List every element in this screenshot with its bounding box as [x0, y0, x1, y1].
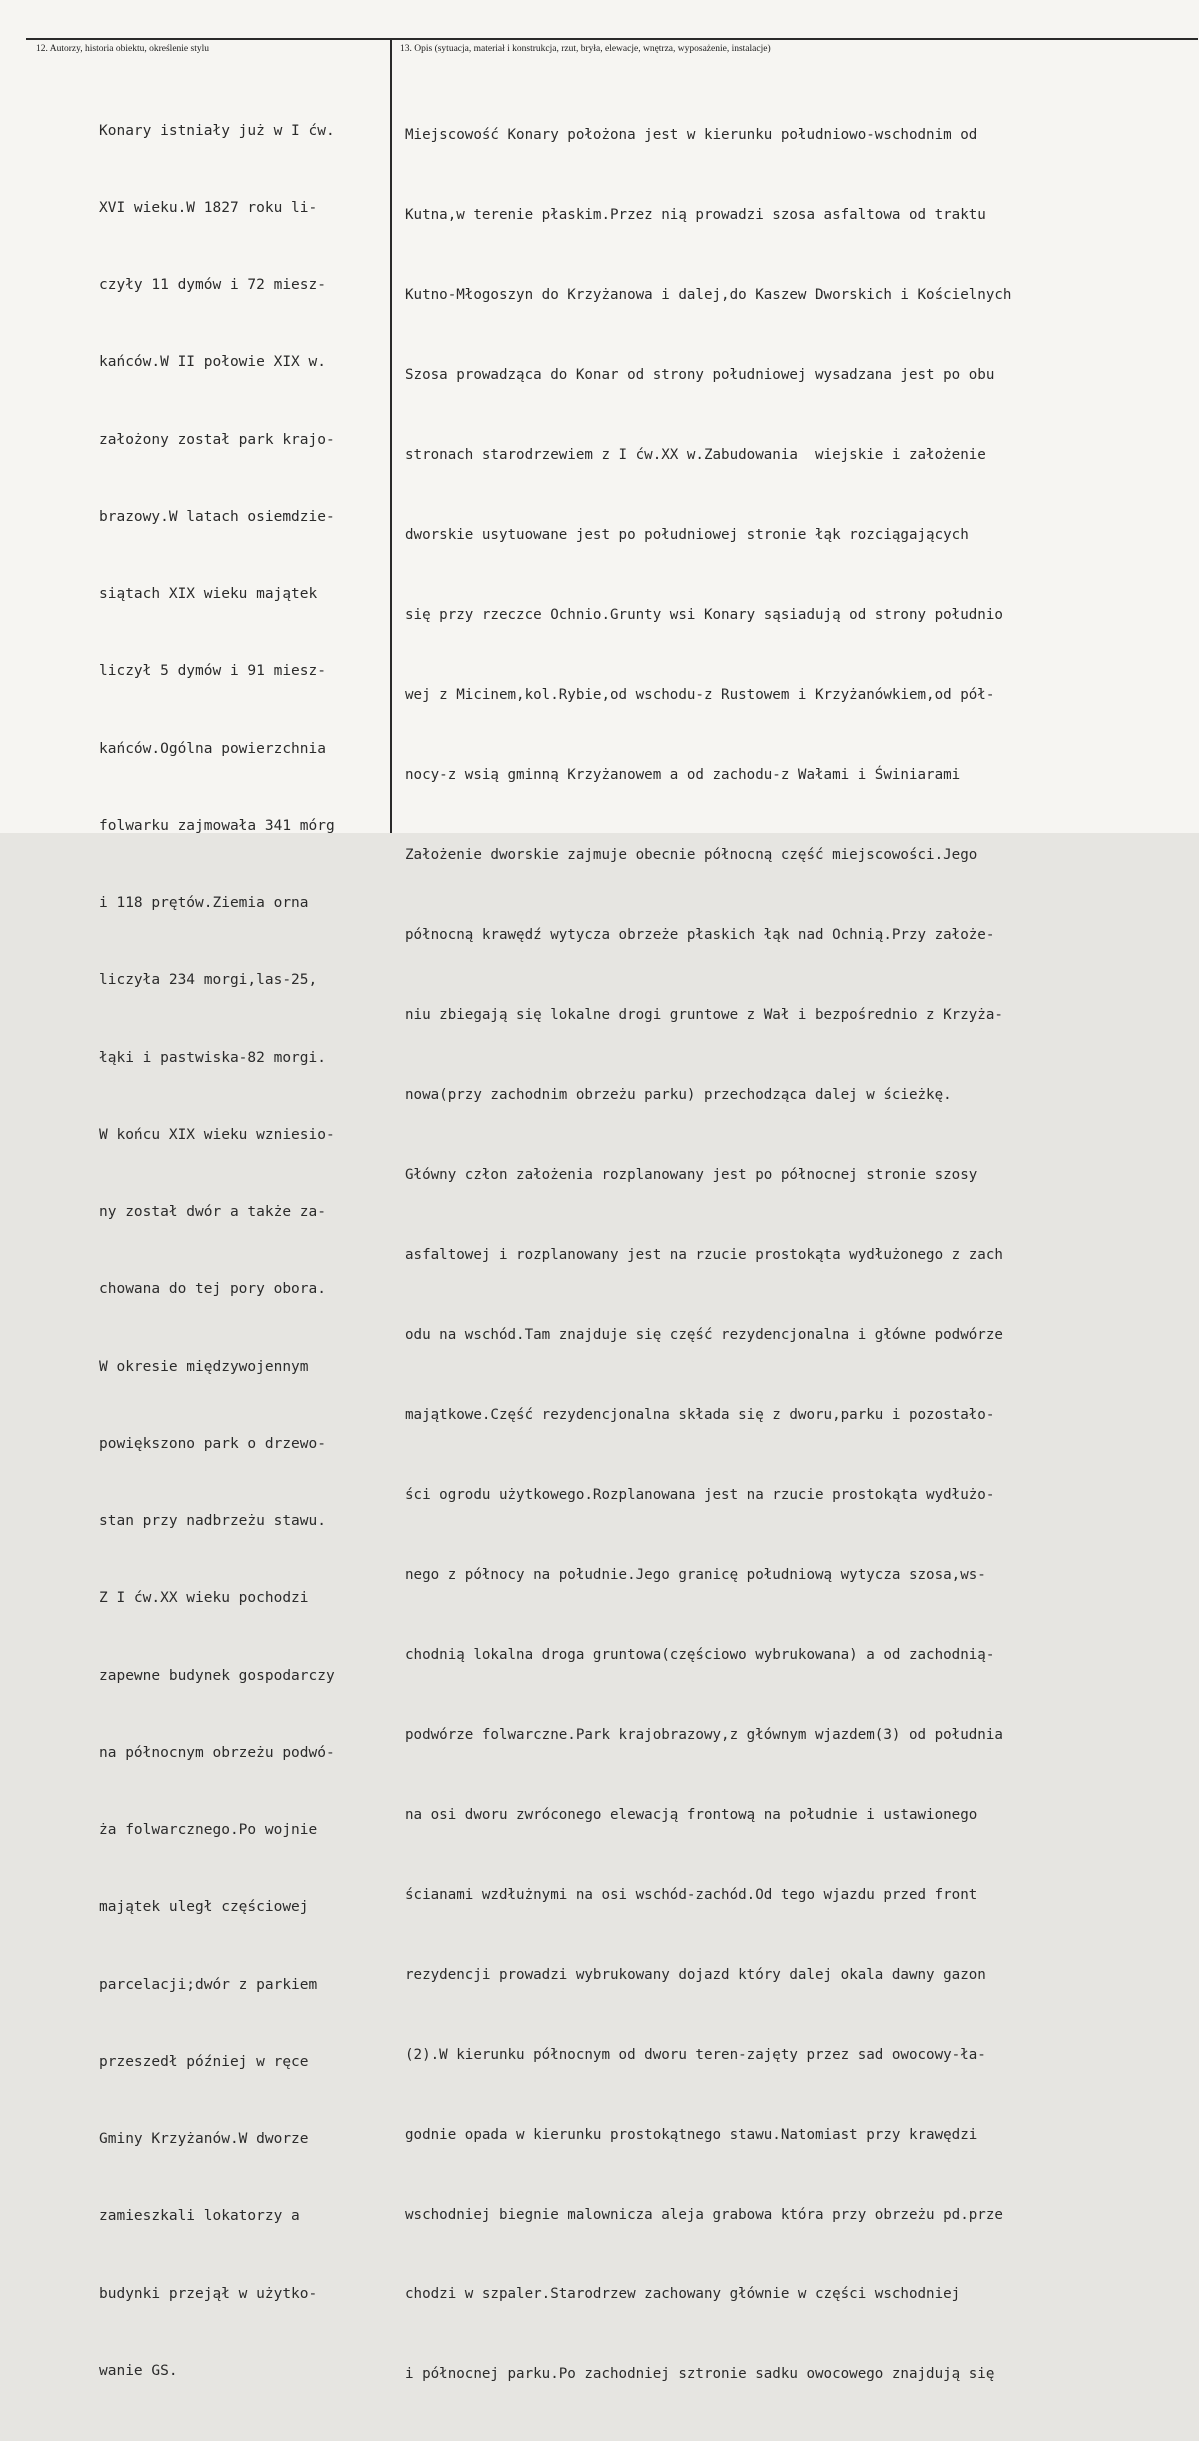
text-line: nowa(przy zachodnim obrzeżu parku) przechodząca dalej w ścieżkę. [405, 1086, 952, 1103]
text-line: odu na wschód.Tam znajduje się część rezydencjonalna i główne podwórze [405, 1326, 1003, 1343]
description-text [405, 69, 1011, 2441]
text-line: i północnej parku.Po zachodniej sztronie sadku owocowego znajdują się [405, 2366, 995, 2383]
text-line: majątkowe.Część rezydencjonalna składa się z dworu,parku i pozostało- [405, 1406, 995, 1423]
text-line: XVI wieku.W 1827 roku li- [99, 199, 318, 216]
section-13-heading: 13. Opis (sytuacja, materiał i konstrukcja, rzut, bryła, elewacje, wnętrza, wyposażenie, instalacje) [400, 44, 771, 54]
text-line: ny został dwór a także za- [99, 1204, 326, 1220]
text-line: (2).W kierunku północnym od dworu teren-zajęty przez sad owocowy-ła- [405, 2046, 986, 2063]
text-line: budynki przejął w użytko- [99, 2285, 318, 2302]
text-line: czyły 11 dymów i 72 miesz- [99, 277, 326, 293]
text-line: parcelacji;dwór z parkiem [99, 1976, 318, 1993]
text-line: W okresie międzywojennym [99, 1358, 309, 1375]
text-line: powiększono park o drzewo- [99, 1435, 326, 1452]
text-line: wschodniej biegnie malownicza aleja grabowa która przy obrzeżu pd.prze [405, 2206, 1003, 2223]
text-line: chodzi w szpaler.Starodrzew zachowany głównie w części wschodniej [405, 2286, 961, 2303]
text-line: północną krawędź wytycza obrzeże płaskich łąk nad Ochnią.Przy założe- [405, 927, 995, 943]
text-line: zapewne budynek gospodarczy [99, 1667, 335, 1684]
top-rule [26, 38, 1198, 40]
column-divider [390, 38, 392, 833]
text-line: chowana do tej pory obora. [99, 1281, 326, 1298]
text-line: dworskie usytuowane jest po południowej stronie łąk rozciągających [405, 527, 969, 544]
text-line: kańców.W II połowie XIX w. [99, 354, 326, 371]
text-line: godnie opada w kierunku prostokątnego stawu.Natomiast przy krawędzi [405, 2126, 978, 2143]
text-line: wej z Micinem,kol.Rybie,od wschodu-z Rustowem i Krzyżanówkiem,od pół- [405, 687, 995, 704]
text-line: ści ogrodu użytkowego.Rozplanowana jest na rzucie prostokąta wydłużo- [405, 1486, 995, 1503]
text-line: podwórze folwarczne.Park krajobrazowy,z głównym wjazdem(3) od południa [405, 1726, 1003, 1743]
text-line: na północnym obrzeżu podwó- [99, 1744, 335, 1761]
text-line: asfaltowej i rozplanowany jest na rzucie prostokąta wydłużonego z zach [405, 1246, 1003, 1263]
text-line: zamieszkali lokatorzy a [99, 2208, 300, 2225]
history-text [99, 67, 335, 2436]
text-line: na osi dworu zwróconego elewacją frontową na południe i ustawionego [405, 1806, 978, 1823]
text-line: wanie GS. [99, 2362, 178, 2379]
text-line: ża folwarcznego.Po wojnie [99, 1822, 318, 1838]
text-line: folwarku zajmowała 341 mórg [99, 817, 335, 834]
text-line: Główny człon założenia rozplanowany jest po północnej stronie szosy [405, 1166, 978, 1183]
text-line: stan przy nadbrzeżu stawu. [99, 1513, 326, 1529]
text-line: kańców.Ogólna powierzchnia [99, 740, 326, 757]
text-line: W końcu XIX wieku wzniesio- [99, 1126, 335, 1143]
text-line: się przy rzeczce Ochnio.Grunty wsi Konary sąsiadują od strony południo [405, 607, 1003, 624]
text-line: siątach XIX wieku majątek [99, 586, 318, 602]
text-line: Z I ćw.XX wieku pochodzi [99, 1590, 309, 1607]
section-12-heading: 12. Autorzy, historia obiektu, określenie stylu [36, 44, 209, 54]
text-line: liczyła 234 morgi,las-25, [99, 972, 318, 989]
text-line: chodnią lokalna droga gruntowa(częściowo wybrukowana) a od zachodnią- [405, 1646, 995, 1663]
text-line: Miejscowość Konary położona jest w kierunku południowo-wschodnim od [405, 127, 978, 144]
text-line: i 118 prętów.Ziemia orna [99, 895, 309, 911]
text-line: założony został park krajo- [99, 431, 335, 448]
text-line: łąki i pastwiska-82 morgi. [99, 1049, 326, 1066]
text-line: brazowy.W latach osiemdzie- [99, 508, 335, 525]
text-line: Konary istniały już w I ćw. [99, 122, 335, 139]
text-line: liczył 5 dymów i 91 miesz- [99, 663, 326, 680]
text-line: rezydencji prowadzi wybrukowany dojazd który dalej okala dawny gazon [405, 1966, 986, 1983]
text-line: majątek uległ częściowej [99, 1899, 309, 1916]
text-line: Gminy Krzyżanów.W dworze [99, 2131, 309, 2147]
text-line: przeszedł później w ręce [99, 2053, 309, 2070]
text-line: Kutno-Młogoszyn do Krzyżanowa i dalej,do Kaszew Dworskich i Kościelnych [405, 287, 1012, 304]
text-line: nego z północy na południe.Jego granicę południową wytycza szosa,ws- [405, 1566, 986, 1583]
text-line: stronach starodrzewiem z I ćw.XX w.Zabudowania wiejskie i założenie [405, 447, 986, 464]
text-line: Założenie dworskie zajmuje obecnie północną część miejscowości.Jego [405, 847, 978, 864]
text-line: nocy-z wsią gminną Krzyżanowem a od zachodu-z Wałami i Świniarami [405, 767, 961, 784]
text-line: Kutna,w terenie płaskim.Przez nią prowadzi szosa asfaltowa od traktu [405, 207, 986, 224]
text-line: Szosa prowadząca do Konar od strony południowej wysadzana jest po obu [405, 367, 995, 384]
text-line: niu zbiegają się lokalne drogi gruntowe z Wał i bezpośrednio z Krzyża- [405, 1006, 1003, 1023]
text-line: ścianami wzdłużnymi na osi wschód-zachód.Od tego wjazdu przed front [405, 1886, 978, 1903]
